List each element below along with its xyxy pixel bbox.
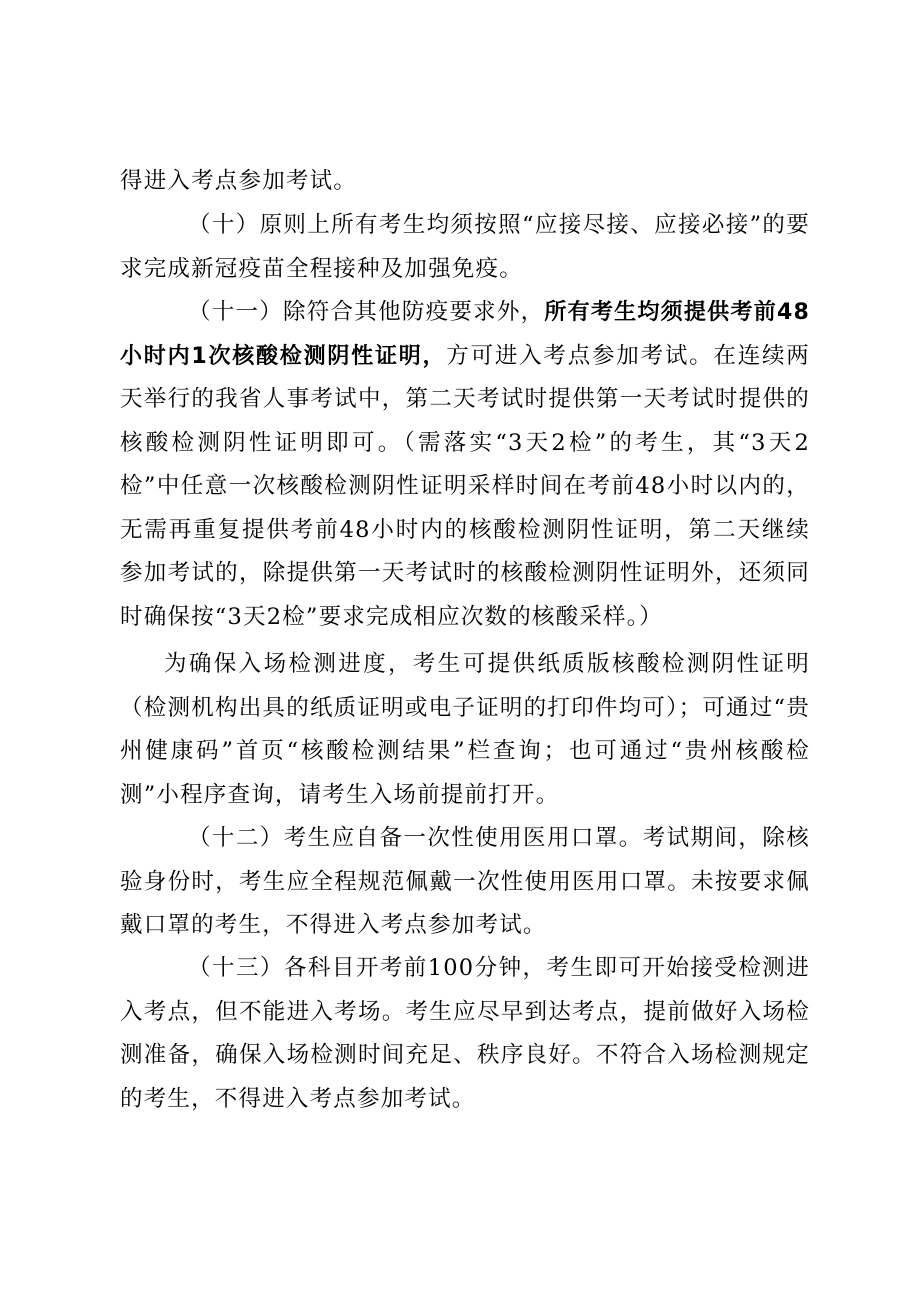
paragraph-item-11-intro: （十一）除符合其他防疫要求外， [188, 299, 545, 325]
paragraph-item-11-bold-requirement: 所有考生均须提供考前48小时内1次核酸检测阴性证明， [120, 300, 810, 369]
paragraph-paper-proof: 为确保入场检测进度，考生可提供纸质版核酸检测阴性证明（检测机构出具的纸质证明或电子证明的打印件均可）；可通过“贵州健康码”首页“核酸检测结果”栏查询；也可通过“贵州核酸检测”小程序查询，请考生入场前提前打开。 [120, 651, 810, 808]
paragraph-item-11 [120, 291, 810, 639]
paragraph-item-12: （十二）考生应自备一次性使用医用口罩。考试期间，除核验身份时，考生应全程规范佩戴一次性使用医用口罩。未按要求佩戴口罩的考生，不得进入考点参加考试。 [120, 825, 810, 938]
paragraph-item-13: （十三）各科目开考前100分钟，考生即可开始接受检测进入考点，但不能进入考场。考生应尽早到达考点，提前做好入场检测准备，确保入场检测时间充足、秩序良好。不符合入场检测规定的考生，不得进入考点参加考试。 [120, 955, 810, 1112]
paragraph-item-10: （十）原则上所有考生均须按照“应接尽接、应接必接”的要求完成新冠疫苗全程接种及加强免疫。 [120, 212, 810, 282]
paragraph-item-11-body: 方可进入考点参加考试。在连续两天举行的我省人事考试中，第二天考试时提供第一天考试时提供的核酸检测阴性证明即可。（需落实“3天2检”的考生，其“3天2检”中任意一次核酸检测阴性证明采样时间在考前48小时以内的，无需再重复提供考前48小时内的核酸检测阴性证明，第二天继续参加考试的，除提供第一天考试时的核酸检测阴性证明外，还须同时确保按“3天2检”要求完成相应次数的核酸采样。） [120, 342, 810, 630]
paragraph-continuation: 得进入考点参加考试。 [120, 168, 358, 194]
